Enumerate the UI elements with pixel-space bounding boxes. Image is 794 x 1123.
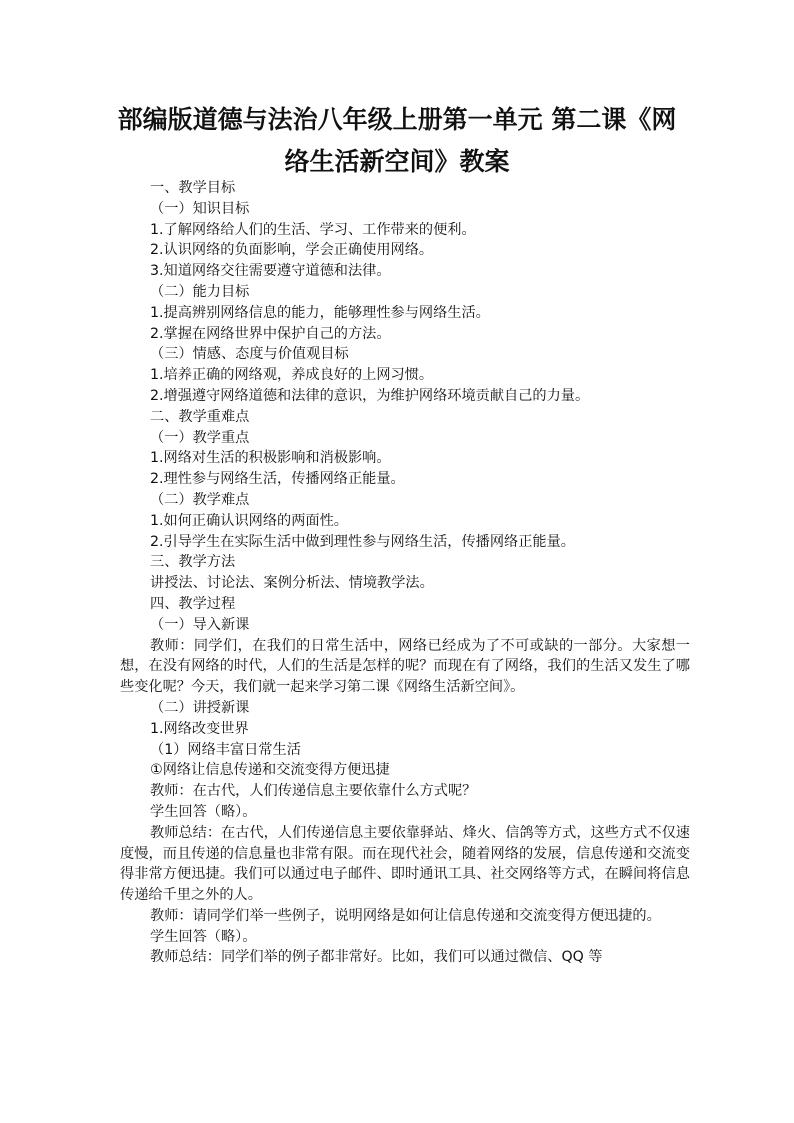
- text-line: （二）讲授新课: [150, 699, 250, 716]
- text-line: 教师：请同学们举一些例子，说明网络是如何让信息传递和交流变得方便迅捷的。: [150, 907, 661, 924]
- text-line: 1.如何正确认识网络的两面性。: [150, 512, 348, 529]
- text-line: 3.知道网络交往需要遵守道德和法律。: [150, 263, 391, 280]
- document-title-line-2: 络生活新空间》教案: [284, 147, 510, 176]
- text-line: 1.网络改变世界: [150, 720, 249, 737]
- text-line: 教师：同学们，在我们的日常生活中，网络已经成为了不可或缺的一部分。大家想一想，在没有网络的时代，人们的生活是怎样的呢？而现在有了网络，我们的生活又发生了哪些变化呢？今天，我们就一起来学习第二课《网络生活新空间》。: [120, 637, 690, 696]
- text-line: 2.认识网络的负面影响，学会正确使用网络。: [150, 242, 434, 259]
- document-body: [120, 178, 690, 968]
- text-line: 教师总结：同学们举的例子都非常好。比如，我们可以通过微信、QQ 等: [150, 949, 603, 966]
- text-line: （一）知识目标: [150, 200, 250, 217]
- text-line: 一、教学目标: [150, 180, 236, 196]
- text-line: 1.提高辨别网络信息的能力，能够理性参与网络生活。: [150, 304, 490, 321]
- text-line: （二）教学难点: [150, 491, 250, 508]
- text-line: 三、教学方法: [150, 554, 236, 571]
- document-title-line-1: 部编版道德与法治八年级上册第一单元 第二课《网: [117, 105, 677, 134]
- text-line: （1）网络丰富日常生活: [150, 741, 301, 758]
- text-line: 学生回答（略）。: [150, 803, 257, 820]
- text-line: 1.网络对生活的积极影响和消极影响。: [150, 450, 391, 467]
- text-line: 教师总结：在古代，人们传递信息主要依靠驿站、烽火、信鸽等方式，这些方式不仅速度慢，而且传递的信息量也非常有限。而在现代社会，随着网络的发展，信息传递和交流变得非常方便迅捷。我们可以通过电子邮件、即时通讯工具、社交网络等方式，在瞬间将信息传递给千里之外的人。: [120, 824, 690, 904]
- text-line: （三）情感、态度与价值观目标: [150, 346, 349, 363]
- text-line: 四、教学过程: [150, 595, 236, 612]
- text-line: 教师：在古代，人们传递信息主要依靠什么方式呢？: [150, 783, 477, 800]
- text-line: 1.了解网络给人们的生活、学习、工作带来的便利。: [150, 221, 476, 238]
- text-line: 学生回答（略）。: [150, 928, 257, 945]
- text-line: （二）能力目标: [150, 283, 250, 300]
- text-line: （一）教学重点: [150, 429, 250, 446]
- text-line: 2.掌握在网络世界中保护自己的方法。: [150, 325, 391, 342]
- text-line: ①网络让信息传递和交流变得方便迅捷: [150, 762, 390, 779]
- text-line: 二、教学重难点: [150, 408, 250, 425]
- text-line: 讲授法、讨论法、案例分析法、情境教学法。: [150, 575, 434, 592]
- text-line: （一）导入新课: [150, 616, 250, 633]
- text-line: 1.培养正确的网络观，养成良好的上网习惯。: [150, 367, 434, 384]
- text-line: 2.引导学生在实际生活中做到理性参与网络生活，传播网络正能量。: [150, 533, 575, 550]
- text-line: 2.增强遵守网络道德和法律的意识，为维护网络环境贡献自己的力量。: [150, 387, 590, 404]
- text-line: 2.理性参与网络生活，传播网络正能量。: [150, 471, 405, 488]
